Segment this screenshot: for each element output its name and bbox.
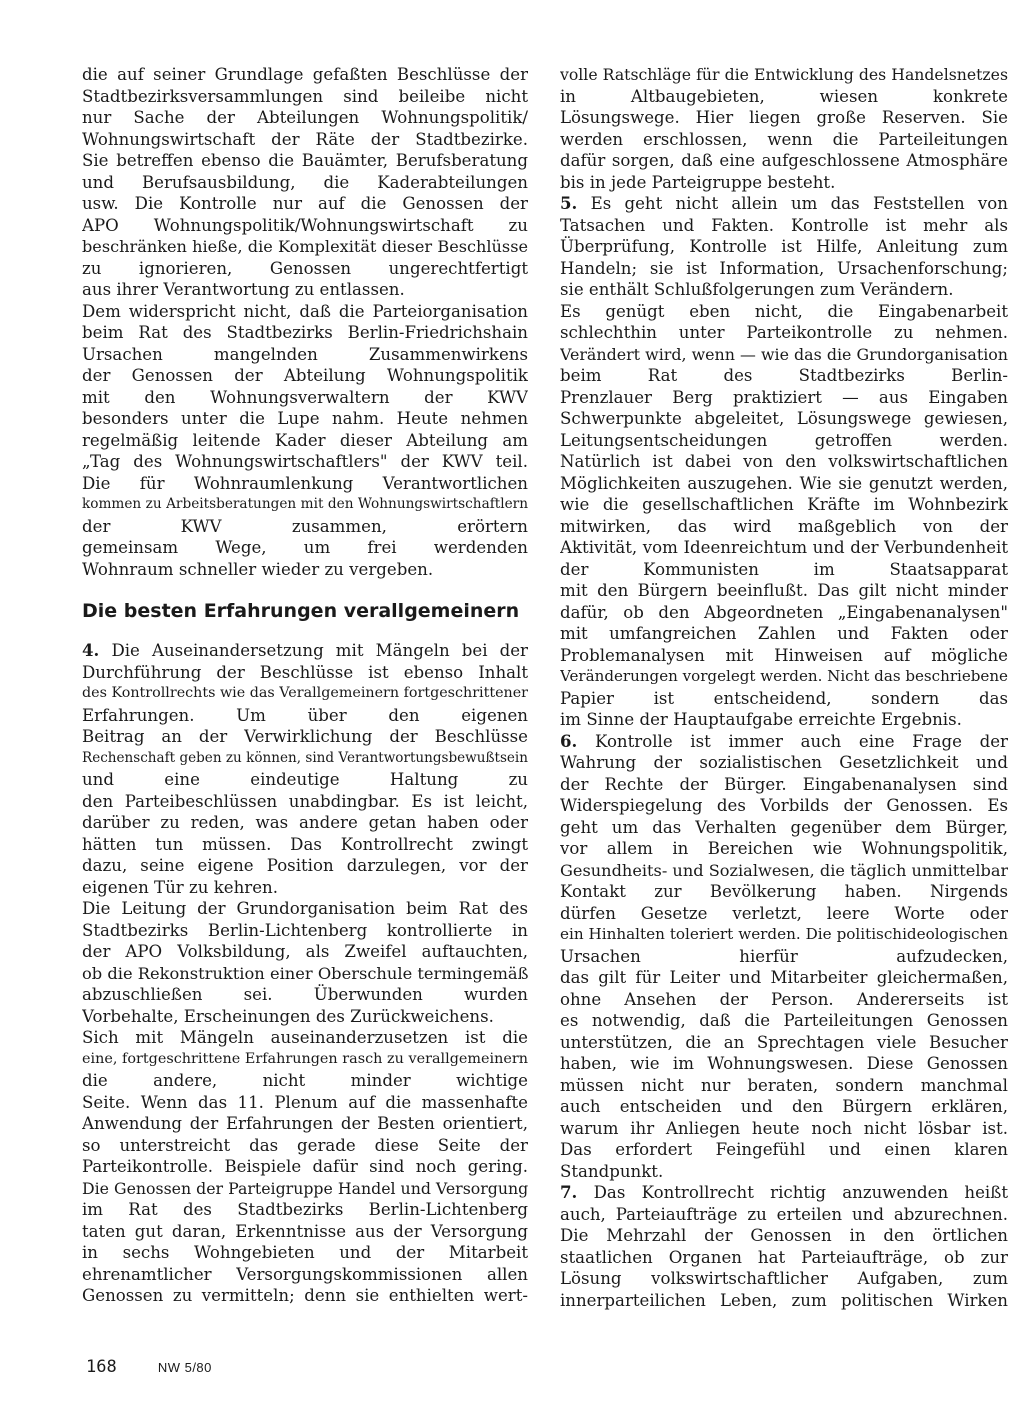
text-line: ein Hinhalten toleriert werden. Die politischideologischen: [560, 925, 1008, 943]
text-line: Rechenschaft geben zu können, sind Verantwortungsbewußtsein: [82, 749, 528, 766]
text-line: Schwerpunkte abgeleitet, Lösungswege gewiesen,: [560, 409, 1008, 428]
text-line: der Genossen der Abteilung Wohnungspolitik: [82, 366, 528, 385]
text-line: Ursachen hierfür aufzudecken,: [560, 946, 1008, 966]
text-line: „Tag des Wohnungswirtschaftlers" der KWV teil.: [82, 452, 528, 471]
text-line: Parteikontrolle. Beispiele dafür sind noch gering.: [82, 1157, 528, 1176]
text-line: Möglichkeiten auszugehen. Wie sie genutzt werden,: [560, 473, 1008, 493]
section-number: 7.: [560, 1182, 578, 1202]
text-line: in sechs Wohngebieten und der Mitarbeit: [82, 1243, 528, 1262]
text-line: in Altbaugebieten, wiesen konkrete: [560, 86, 1008, 106]
text-line: haben, wie im Wohnungswesen. Diese Genossen: [560, 1054, 1008, 1073]
text-line: Wohnraum schneller wieder zu vergeben.: [82, 559, 434, 579]
text-line: auch, Parteiaufträge zu erteilen und abzurechnen.: [560, 1204, 1008, 1224]
text-line: geht um das Verhalten gegenüber dem Bürger,: [560, 817, 1008, 837]
text-line: Lösungswege. Hier liegen große Reserven. Sie: [560, 108, 1008, 127]
text-line: im Rat des Stadtbezirks Berlin-Lichtenberg: [82, 1200, 528, 1219]
text-line: Wohnungswirtschaft der Räte der Stadtbezirke.: [82, 129, 528, 149]
text-line: warum ihr Anliegen heute noch nicht lösbar ist.: [560, 1118, 1008, 1138]
text-line: eine, fortgeschrittene Erfahrungen rasch zu verallgemeinern: [82, 1050, 528, 1067]
text-line: gemeinsam Wege, um frei werdenden: [82, 538, 528, 557]
paragraph: [82, 898, 528, 1027]
text-line: aus ihrer Verantwortung zu entlassen.: [82, 280, 405, 299]
text-line: regelmäßig leitende Kader dieser Abteilung am: [82, 430, 528, 450]
text-line: und Berufsausbildung, die Kaderabteilungen: [82, 172, 528, 192]
text-line: staatlichen Organen hat Parteiaufträge, ob zur: [560, 1247, 1008, 1267]
text-line: Sich mit Mängeln auseinanderzusetzen ist die: [82, 1028, 528, 1047]
text-line: dürfen Gesetze verletzt, leere Worte oder: [560, 903, 1008, 923]
text-line: Natürlich ist dabei von den volkswirtschaftlichen: [560, 452, 1008, 471]
text-line: die andere, nicht minder wichtige: [82, 1071, 528, 1090]
text-line-content: Kontrolle ist immer auch eine Frage der: [577, 731, 1008, 751]
text-line-content: Es geht nicht allein um das Feststellen von: [577, 194, 1008, 213]
text-line: das gilt für Leiter und Mitarbeiter gleichermaßen,: [560, 968, 1008, 987]
left-column: [82, 64, 528, 1307]
paragraph: [560, 1182, 1008, 1311]
text-line: Standpunkt.: [560, 1161, 664, 1181]
text-line: Die Mehrzahl der Genossen in den örtlichen: [560, 1226, 1008, 1245]
text-line: dafür sorgen, daß eine aufgeschlossene Atmosphäre: [560, 151, 1008, 170]
text-line: volle Ratschläge für die Entwicklung des Handelsnetzes: [560, 65, 1008, 84]
text-line: Anwendung der Erfahrungen der Besten orientiert,: [82, 1114, 528, 1133]
section-heading: Die besten Erfahrungen verallgemeinern: [82, 600, 520, 622]
text-line: eigenen Tür zu kehren.: [82, 877, 278, 897]
text-line: dazu, seine eigene Position darzulegen, vor der: [82, 856, 528, 875]
text-line: kommen zu Arbeitsberatungen mit den Wohnungswirtschaftlern: [82, 496, 528, 512]
text-line: auch entscheiden und den Bürgern erklären,: [560, 1097, 1008, 1116]
text-line-content: Die Auseinandersetzung mit Mängeln bei der: [99, 641, 528, 660]
text-line: [82, 640, 528, 662]
text-line: der Kommunisten im Staatsapparat: [560, 559, 1008, 579]
text-line: Tatsachen und Fakten. Kontrolle ist mehr als: [560, 215, 1008, 235]
section-number: 4.: [82, 640, 100, 660]
paragraph: [82, 301, 528, 581]
text-line: es notwendig, daß die Parteileitungen Genossen: [560, 1011, 1008, 1030]
text-line: APO Wohnungspolitik/Wohnungswirtschaft zu: [82, 215, 528, 235]
paragraph: [82, 1027, 528, 1307]
text-line: mit den Wohnungsverwaltern der KWV: [82, 387, 528, 407]
text-line: Veränderungen vorgelegt werden. Nicht das beschriebene: [560, 667, 1008, 685]
text-line: Papier ist entscheidend, sondern das: [560, 688, 1008, 708]
text-line: ohne Ansehen der Person. Andererseits ist: [560, 989, 1008, 1009]
text-line: dafür, ob den Abgeordneten „Eingabenanalysen": [560, 602, 1008, 622]
text-line: Gesundheits- und Sozialwesen, die täglich unmittelbar: [560, 860, 1008, 880]
text-line: und eine eindeutige Haltung zu: [82, 770, 528, 789]
text-line: beschränken hieße, die Komplexität dieser Beschlüsse: [82, 237, 528, 256]
text-line: wie die gesellschaftlichen Kräfte im Wohnbezirk: [560, 495, 1008, 514]
paragraph: [560, 301, 1008, 731]
text-line: vor allem in Bereichen wie Wohnungspolitik,: [560, 839, 1008, 858]
text-line: Es genügt eben nicht, die Eingabenarbeit: [560, 301, 1008, 321]
text-line: Sie betreffen ebenso die Bauämter, Berufsberatung: [82, 151, 528, 170]
text-line: Aktivität, vom Ideenreichtum und der Verbundenheit: [560, 538, 1008, 557]
text-line: abzuschließen sei. Überwunden wurden: [82, 985, 528, 1004]
text-line: nur Sache der Abteilungen Wohnungspolitik/: [82, 108, 528, 127]
text-line: sie enthält Schlußfolgerungen zum Verändern.: [560, 280, 954, 299]
text-line: Wahrung der sozialistischen Gesetzlichkeit und: [560, 753, 1008, 772]
text-line: Widerspiegelung des Vorbilds der Genossen. Es: [560, 796, 1008, 815]
text-line: der APO Volksbildung, als Zweifel auftauchten,: [82, 942, 528, 961]
text-line: ehrenamtlicher Versorgungskommissionen allen: [82, 1264, 528, 1284]
text-line: Handeln; sie ist Information, Ursachenforschung;: [560, 258, 1008, 278]
text-line: schlechthin unter Parteikontrolle zu nehmen.: [560, 323, 1008, 342]
text-line: unterstützen, die an Sprechtagen viele Besucher: [560, 1032, 1008, 1052]
paragraph: [82, 640, 528, 898]
text-line: beim Rat des Stadtbezirks Berlin-Friedrichshain: [82, 323, 528, 342]
right-column: [560, 64, 1008, 1311]
text-line: ob die Rekonstruktion einer Oberschule termingemäß: [82, 963, 528, 983]
text-line: mit umfangreichen Zahlen und Fakten oder: [560, 624, 1008, 643]
page-footer: [86, 1357, 212, 1377]
text-line: die auf seiner Grundlage gefaßten Beschlüsse der: [82, 65, 528, 84]
text-line: Genossen zu vermitteln; denn sie enthielten wert-: [82, 1286, 528, 1305]
text-line: Ursachen mangelnden Zusammenwirkens: [82, 344, 528, 364]
text-line: des Kontrollrechts wie das Verallgemeinern fortgeschrittener: [82, 685, 528, 701]
section-number: 6.: [560, 730, 578, 751]
text-line: im Sinne der Hauptaufgabe erreichte Ergebnis.: [560, 710, 962, 729]
text-line: Erfahrungen. Um über den eigenen: [82, 705, 528, 725]
text-line: so unterstreicht das gerade diese Seite der: [82, 1135, 528, 1155]
text-line: Prenzlauer Berg praktiziert — aus Eingaben: [560, 387, 1008, 407]
text-line: innerparteilichen Leben, zum politischen Wirken: [560, 1290, 1008, 1310]
text-line: Die Genossen der Parteigruppe Handel und Versorgung: [82, 1178, 528, 1198]
text-line: usw. Die Kontrolle nur auf die Genossen der: [82, 194, 528, 213]
text-line: Die Leitung der Grundorganisation beim Rat des: [82, 899, 528, 918]
paragraph: [82, 64, 528, 301]
text-line: hätten tun müssen. Das Kontrollrecht zwingt: [82, 834, 528, 854]
text-line: zu ignorieren, Genossen ungerechtfertigt: [82, 258, 528, 278]
text-line: Die für Wohnraumlenkung Verantwortlichen: [82, 473, 528, 493]
text-line: [560, 193, 1008, 215]
section-number: 5.: [560, 193, 578, 213]
text-line: Beitrag an der Verwirklichung der Beschlüsse: [82, 727, 528, 746]
page-number: 168: [86, 1357, 117, 1377]
text-line: taten gut daran, Erkenntnisse aus der Versorgung: [82, 1221, 528, 1241]
text-line: Stadtbezirksversammlungen sind beileibe nicht: [82, 86, 528, 106]
text-line: der KWV zusammen, erörtern: [82, 516, 528, 536]
issue-label: NW 5/80: [157, 1360, 212, 1375]
text-line: werden erschlossen, wenn die Parteileitungen: [560, 129, 1008, 149]
text-line: Verändert wird, wenn — wie das die Grundorganisation: [560, 344, 1008, 364]
text-line: Überprüfung, Kontrolle ist Hilfe, Anleitung zum: [560, 237, 1008, 256]
text-line: Das erfordert Feingefühl und einen klaren: [560, 1140, 1008, 1159]
text-line: [560, 1182, 1008, 1204]
text-line: bis in jede Parteigruppe besteht.: [560, 172, 836, 192]
text-line: Kontakt zur Bevölkerung haben. Nirgends: [560, 882, 1008, 901]
text-line: der Rechte der Bürger. Eingabenanalysen sind: [560, 774, 1008, 794]
text-line: Dem widerspricht nicht, daß die Parteiorganisation: [82, 301, 528, 321]
text-line: müssen nicht nur beraten, sondern manchmal: [560, 1075, 1008, 1095]
text-line: [560, 731, 1008, 753]
text-line: besonders unter die Lupe nahm. Heute nehmen: [82, 409, 528, 428]
text-line-content: Das Kontrollrecht richtig anzuwenden heißt: [577, 1183, 1008, 1202]
text-line: Durchführung der Beschlüsse ist ebenso Inhalt: [82, 662, 528, 682]
text-line: Vorbehalte, Erscheinungen des Zurückweichens.: [82, 1006, 494, 1026]
paragraph: [560, 731, 1008, 1183]
paragraph: [560, 193, 1008, 301]
text-line: Stadtbezirks Berlin-Lichtenberg kontrollierte in: [82, 920, 528, 940]
text-line: den Parteibeschlüssen unabdingbar. Es ist leicht,: [82, 791, 528, 811]
text-line: darüber zu reden, was andere getan haben oder: [82, 813, 528, 832]
text-line: mitwirken, das wird maßgeblich von der: [560, 516, 1008, 536]
text-line: Leitungsentscheidungen getroffen werden.: [560, 430, 1008, 450]
paragraph: [560, 64, 1008, 193]
text-line: mit den Bürgern beeinflußt. Das gilt nicht minder: [560, 581, 1008, 600]
text-line: Problemanalysen mit Hinweisen auf mögliche: [560, 645, 1008, 665]
text-line: beim Rat des Stadtbezirks Berlin-: [560, 366, 1008, 385]
text-line: Seite. Wenn das 11. Plenum auf die massenhafte: [82, 1092, 528, 1112]
text-line: Lösung volkswirtschaftlicher Aufgaben, zum: [560, 1269, 1008, 1288]
